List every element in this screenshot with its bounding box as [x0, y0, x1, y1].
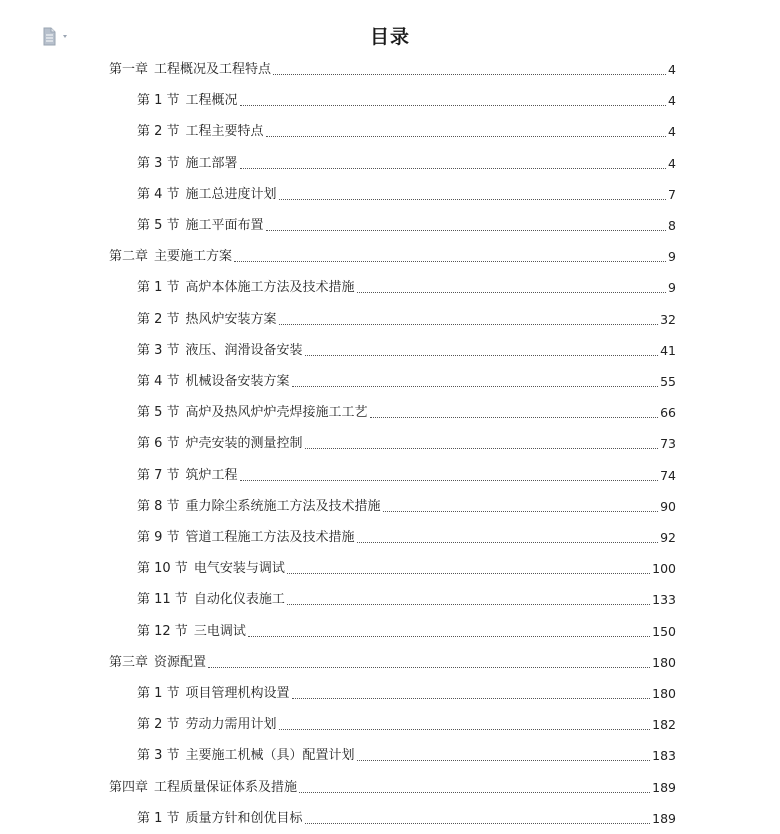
toc-entry-title: 工程概况及工程特点 — [154, 62, 272, 77]
toc-section-entry[interactable] — [137, 432, 676, 452]
toc-entry-title: 筑炉工程 — [185, 467, 238, 483]
toc-section-entry[interactable] — [137, 308, 676, 328]
toc-entry-text — [137, 124, 264, 140]
toc-page-number: 74 — [660, 467, 676, 483]
toc-entry-title: 液压、润滑设备安装 — [185, 342, 303, 358]
toc-entry-label: 第 5 节 — [137, 405, 180, 421]
toc-section-entry[interactable] — [137, 464, 676, 484]
toc-dot-leader — [234, 260, 666, 262]
toc-dot-leader — [383, 510, 659, 512]
toc-dot-leader — [299, 791, 650, 793]
toc-section-entry[interactable] — [137, 214, 676, 234]
toc-page-number: 8 — [668, 218, 676, 233]
toc-entry-text — [137, 592, 285, 608]
toc-page-number: 90 — [660, 498, 676, 514]
toc-entry-title: 机械设备安装方案 — [185, 374, 290, 389]
toc-entry-label: 第 2 节 — [137, 311, 180, 327]
toc-entry-title: 炉壳安装的测量控制 — [185, 436, 303, 452]
toc-page-number: 73 — [660, 436, 676, 452]
toc-chapter-entry[interactable] — [109, 58, 676, 78]
toc-page-number: 9 — [668, 280, 676, 296]
toc-entry-title: 工程主要特点 — [185, 124, 264, 140]
toc-page-number: 100 — [652, 561, 676, 577]
toc-entry-title: 项目管理机构设置 — [185, 686, 290, 701]
toc-section-entry[interactable] — [137, 682, 676, 702]
toc-entry-title: 工程概况 — [185, 93, 238, 109]
toc-entry-title: 劳动力需用计划 — [185, 717, 277, 733]
toc-entry-label: 第 1 节 — [137, 280, 180, 296]
toc-entry-text — [137, 561, 285, 577]
toc-entry-label: 第 11 节 — [137, 592, 188, 608]
toc-section-entry[interactable] — [137, 370, 676, 390]
toc-dot-leader — [370, 416, 659, 418]
toc-entry-label: 第 2 节 — [137, 124, 180, 140]
toc-dot-leader — [305, 447, 659, 449]
toc-dot-leader — [292, 697, 651, 699]
toc-entry-text — [137, 811, 303, 827]
toc-entry-label: 第 7 节 — [137, 467, 180, 483]
toc-dot-leader — [287, 572, 650, 574]
toc-page-number: 133 — [652, 592, 676, 608]
toc-page-number: 41 — [660, 342, 676, 358]
toc-entry-title: 热风炉安装方案 — [185, 311, 277, 327]
toc-page-number: 92 — [660, 530, 676, 545]
toc-entry-label: 第 3 节 — [137, 155, 180, 171]
toc-entry-text — [137, 312, 277, 328]
toc-dot-leader — [248, 635, 650, 637]
toc-entry-label: 第 6 节 — [137, 436, 180, 452]
toc-entry-label: 第 10 节 — [137, 561, 188, 577]
toc-dot-leader — [273, 73, 666, 75]
toc-entry-text — [109, 780, 297, 796]
toc-entry-label: 第 12 节 — [137, 623, 188, 639]
toc-entry-label: 第 5 节 — [137, 218, 180, 233]
toc-page-number: 4 — [668, 62, 676, 77]
toc-entry-title: 工程质量保证体系及措施 — [154, 779, 298, 795]
toc-entry-text — [137, 343, 303, 359]
toc-entry-title: 管道工程施工方法及技术措施 — [185, 530, 355, 545]
toc-entry-label: 第四章 — [109, 779, 149, 795]
toc-dot-leader — [266, 135, 666, 137]
toc-entry-text — [137, 218, 264, 234]
toc-dot-leader — [357, 759, 651, 761]
toc-page-number: 182 — [652, 717, 676, 733]
toc-entry-text — [137, 530, 355, 546]
toc-dot-leader — [279, 728, 651, 730]
toc-entry-label: 第 4 节 — [137, 186, 180, 202]
toc-dot-leader — [266, 229, 666, 231]
toc-entry-title: 三电调试 — [193, 623, 246, 639]
toc-entry-text — [109, 655, 206, 671]
toc-dot-leader — [287, 603, 650, 605]
toc-dot-leader — [240, 167, 666, 169]
toc-entry-title: 重力除尘系统施工方法及技术措施 — [185, 498, 381, 514]
toc-entry-title: 电气安装与调试 — [193, 561, 285, 577]
toc-entry-text — [137, 624, 246, 640]
toc-page-number: 180 — [652, 654, 676, 670]
toc-entry-text — [137, 280, 355, 296]
toc-entry-text — [109, 249, 232, 265]
toc-entry-title: 高炉本体施工方法及技术措施 — [185, 280, 355, 296]
toc-section-entry[interactable] — [137, 495, 676, 515]
toc-entry-label: 第三章 — [109, 654, 149, 670]
toc-entry-label: 第 1 节 — [137, 686, 180, 701]
toc-entry-text — [137, 436, 303, 452]
toc-dot-leader — [305, 822, 651, 824]
toc-dot-leader — [240, 479, 659, 481]
toc-section-entry[interactable] — [137, 588, 676, 608]
toc-entry-label: 第 3 节 — [137, 342, 180, 358]
toc-section-entry[interactable] — [137, 744, 676, 764]
toc-entry-text — [137, 468, 238, 484]
toc-dot-leader — [305, 354, 659, 356]
toc-dot-leader — [357, 541, 659, 543]
toc-entry-title: 施工部署 — [185, 155, 238, 171]
toc-chapter-entry[interactable] — [109, 651, 676, 671]
toc-section-entry[interactable] — [137, 713, 676, 733]
toc-entry-title: 高炉及热风炉炉壳焊接施工工艺 — [185, 405, 368, 421]
toc-entry-label: 第 4 节 — [137, 374, 180, 389]
toc-entry-title: 主要施工方案 — [154, 249, 233, 265]
toc-section-entry[interactable] — [137, 89, 676, 109]
toc-entry-label: 第 1 节 — [137, 810, 180, 826]
toc-page-number: 4 — [668, 155, 676, 171]
toc-entry-text — [137, 499, 381, 515]
toc-dot-leader — [240, 104, 666, 106]
toc-page-number: 4 — [668, 124, 676, 140]
toc-entry-title: 自动化仪表施工 — [193, 592, 285, 608]
toc-page-number: 180 — [652, 686, 676, 701]
toc-section-entry[interactable] — [137, 120, 676, 140]
toc-page-number: 32 — [660, 311, 676, 327]
toc-entry-title: 主要施工机械（具）配置计划 — [185, 748, 355, 764]
toc-entry-text — [137, 187, 277, 203]
toc-entry-text — [137, 93, 238, 109]
toc-entry-text — [137, 748, 355, 764]
toc-section-entry[interactable] — [137, 183, 676, 203]
toc-dot-leader — [208, 666, 650, 668]
toc-section-entry[interactable] — [137, 401, 676, 421]
toc-entry-text — [137, 717, 277, 733]
toc-chapter-entry[interactable] — [109, 245, 676, 265]
toc-chapter-entry[interactable] — [109, 776, 676, 796]
toc-entry-label: 第 8 节 — [137, 498, 180, 514]
toc-entry-text — [109, 62, 271, 78]
toc-entry-title: 资源配置 — [154, 654, 207, 670]
toc-dot-leader — [279, 198, 666, 200]
toc-entry-label: 第二章 — [109, 249, 149, 265]
toc-title: 目录 — [369, 26, 410, 48]
toc-entry-label: 第一章 — [109, 62, 149, 77]
toc-section-entry[interactable] — [137, 276, 676, 296]
toc-page-number: 66 — [660, 405, 676, 421]
toc-page-number: 150 — [652, 623, 676, 639]
toc-section-entry[interactable] — [137, 339, 676, 359]
toc-section-entry[interactable] — [137, 807, 676, 827]
toc-entry-title: 施工总进度计划 — [185, 186, 277, 202]
toc-entry-label: 第 1 节 — [137, 93, 180, 109]
toc-section-entry[interactable] — [137, 152, 676, 172]
toc-section-entry[interactable] — [137, 620, 676, 640]
toc-entry-title: 施工平面布置 — [185, 218, 264, 233]
toc-page-number: 189 — [652, 779, 676, 795]
toc-dot-leader — [292, 385, 659, 387]
toc-page-number: 55 — [660, 374, 676, 389]
toc-page-number: 189 — [652, 810, 676, 826]
toc-section-entry[interactable] — [137, 526, 676, 546]
toc-entry-text — [137, 686, 290, 702]
toc-page-number: 9 — [668, 249, 676, 265]
toc-entry-title: 质量方针和创优目标 — [185, 810, 303, 826]
toc-entry-text — [137, 156, 238, 172]
toc-page-number: 7 — [668, 186, 676, 202]
toc-entry-label: 第 9 节 — [137, 530, 180, 545]
toc-entry-label: 第 3 节 — [137, 748, 180, 764]
toc-section-entry[interactable] — [137, 557, 676, 577]
toc-page-number: 4 — [668, 93, 676, 109]
toc-dot-leader — [279, 323, 659, 325]
toc-entry-text — [137, 405, 368, 421]
toc-entry-text — [137, 374, 290, 390]
toc-dot-leader — [357, 291, 666, 293]
toc-entry-label: 第 2 节 — [137, 717, 180, 733]
toc-page-number: 183 — [652, 748, 676, 764]
